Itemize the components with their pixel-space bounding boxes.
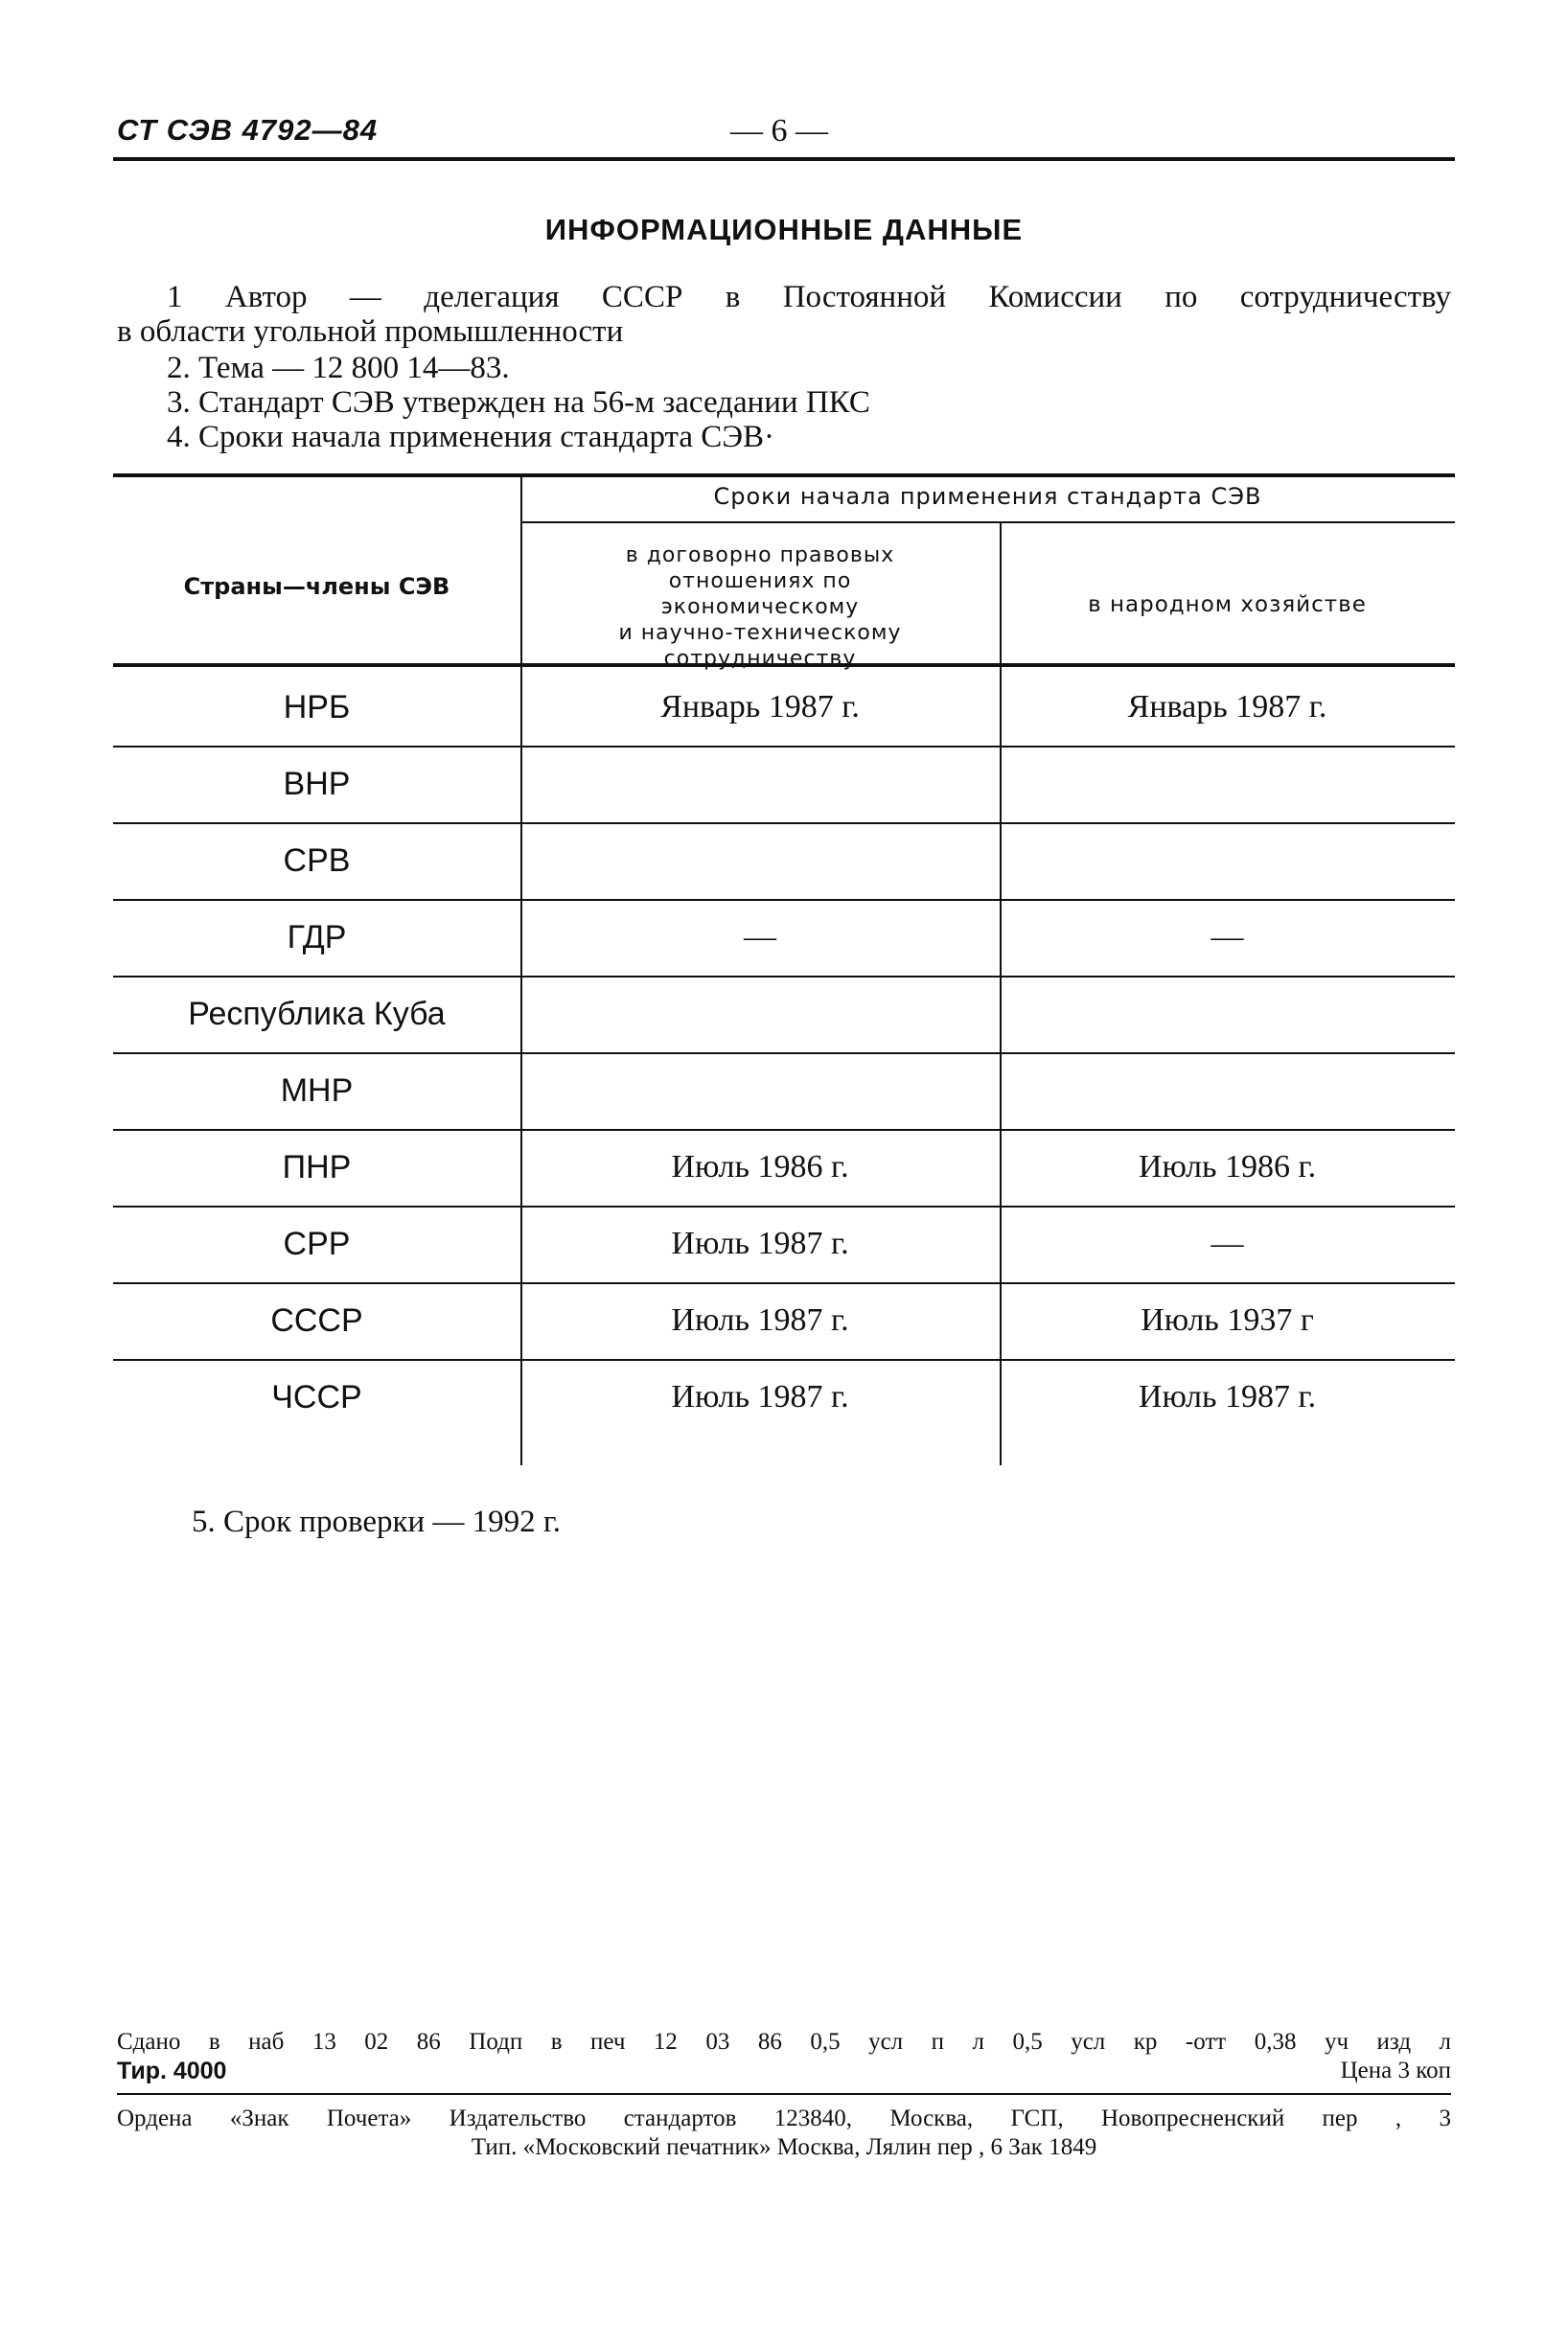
table-row [113, 1206, 1455, 1282]
economy-date-cell [1000, 1052, 1455, 1129]
table-row [113, 669, 1455, 746]
table-row [113, 1359, 1455, 1436]
standard-code: СТ СЭВ 4792—84 [117, 113, 379, 147]
country-cell: НРБ [283, 689, 351, 725]
printer-line: Тип. «Московский печатник» Москва, Лялин пер , 6 Зак 1849 [471, 2134, 1097, 2160]
header-contract-line: экономическому [660, 595, 860, 619]
table-row [113, 1052, 1455, 1129]
economy-date-cell: Июль 1986 г. [1138, 1149, 1317, 1185]
item-2: 2. Тема — 12 800 14—83. [167, 351, 510, 385]
contract-date-cell: Январь 1987 г. [660, 689, 860, 725]
footer-rule [117, 2093, 1451, 2095]
country-cell: ЧССР [271, 1379, 362, 1415]
contract-date-cell: Июль 1987 г. [671, 1379, 849, 1415]
header-rule [113, 157, 1455, 161]
header-countries-label: Страны—члены СЭВ [183, 573, 450, 600]
header-national-economy: в народном хозяйстве [1088, 592, 1367, 617]
country-cell: СРВ [283, 842, 351, 879]
item-1-line-2: в области угольной промышленности [117, 314, 624, 349]
header-start-dates: Сроки начала применения стандарта СЭВ [713, 483, 1262, 510]
page-header [117, 113, 1451, 161]
imprint-line-2 [117, 2057, 1451, 2086]
header-contract-line: отношениях по [668, 569, 852, 593]
economy-date-cell [1000, 976, 1455, 1052]
contract-date-cell: Июль 1986 г. [671, 1149, 849, 1185]
item-1 [117, 280, 1451, 349]
contract-date-cell [520, 1052, 1000, 1129]
economy-date-cell [1000, 746, 1455, 822]
table-row [113, 822, 1455, 899]
economy-date-cell: Июль 1987 г. [1138, 1379, 1317, 1415]
price: Цена 3 коп [1340, 2058, 1451, 2083]
country-cell: ПНР [282, 1149, 352, 1185]
table-row [113, 1282, 1455, 1359]
country-cell: Республика Куба [188, 996, 446, 1032]
economy-date-cell [1000, 822, 1455, 899]
table-row [113, 899, 1455, 976]
economy-date-cell: — [1211, 1226, 1244, 1261]
item-5: 5. Срок проверки — 1992 г. [192, 1505, 561, 1539]
table-top-rule [113, 473, 1455, 477]
contract-date-cell: — [744, 919, 776, 955]
country-cell: ГДР [287, 919, 347, 955]
header-contract-line: сотрудничеству [663, 647, 857, 671]
contract-date-cell: Июль 1987 г. [671, 1226, 849, 1261]
section-title: ИНФОРМАЦИОННЫЕ ДАННЫЕ [544, 213, 1024, 246]
item-3: 3. Стандарт СЭВ утвержден на 56-м заседании ПКС [167, 385, 870, 420]
economy-date-cell: Июль 1937 г [1141, 1302, 1314, 1338]
contract-date-cell: Июль 1987 г. [671, 1302, 849, 1338]
print-run: Тир. 4000 [117, 2058, 227, 2084]
item-4: 4. Сроки начала применения стандарта СЭВ· [167, 420, 775, 454]
header-contract-relations [520, 542, 1000, 672]
page-number: — 6 — [730, 113, 828, 149]
header-contract-line: и научно-техническому [618, 621, 902, 645]
header-contract-line: в договорно правовых [625, 543, 895, 567]
imprint-line-1: Сдано в наб 13 02 86 Подп в печ 12 03 86 0,5 усл п л 0,5 усл кр -отт 0,38 уч изд л [117, 2029, 1451, 2055]
header-sub-rule [520, 521, 1455, 523]
table-row [113, 1129, 1455, 1206]
header-countries [113, 573, 520, 600]
country-cell: ВНР [283, 766, 351, 802]
item-1-line-1: 1 Автор — делегация СССР в Постоянной Комиссии по сотрудничеству [167, 280, 1451, 314]
table-row [113, 976, 1455, 1052]
country-cell: СССР [270, 1302, 363, 1339]
country-cell: МНР [280, 1072, 354, 1109]
economy-date-cell: — [1211, 919, 1244, 955]
publisher-line: Ордена «Знак Почета» Издательство стандартов 123840, Москва, ГСП, Новопресненский пер , 3 [117, 2105, 1451, 2131]
contract-date-cell [520, 746, 1000, 822]
contract-date-cell [520, 976, 1000, 1052]
dates-table [113, 473, 1455, 1465]
table-row [113, 746, 1455, 822]
country-cell: СРР [283, 1226, 351, 1262]
contract-date-cell [520, 822, 1000, 899]
economy-date-cell: Январь 1987 г. [1127, 689, 1327, 725]
